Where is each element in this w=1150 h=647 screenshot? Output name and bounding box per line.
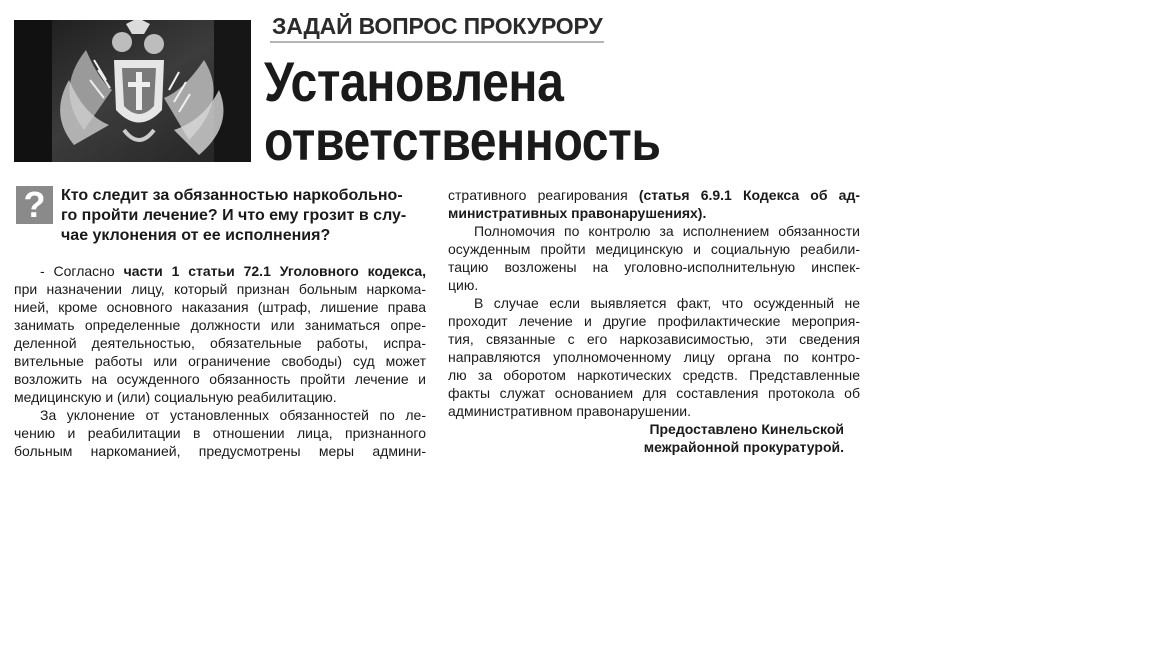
text-run: деленной деятельностью, обязательные работы, испра-	[14, 335, 426, 351]
text-run: - Согласно	[40, 263, 124, 279]
text-line	[14, 370, 426, 388]
question-mark-icon: ?	[16, 186, 53, 224]
text-line	[448, 294, 860, 312]
text-run: тацию возложены на уголовно-исполнительную инспек-	[448, 259, 860, 275]
text-line	[448, 240, 860, 258]
text-line	[448, 258, 860, 276]
question-line: чае уклонения от ее исполнения?	[61, 227, 331, 244]
rubric-title: ЗАДАЙ ВОПРОС ПРОКУРОРУ	[270, 12, 604, 43]
source-credit: Предоставлено Кинельской	[649, 421, 844, 437]
text-line	[448, 204, 860, 222]
text-line	[14, 406, 426, 424]
text-run: лю за оборотом наркотических средств. Представленные	[448, 367, 860, 383]
text-line	[448, 402, 860, 420]
emblem-photo	[14, 20, 251, 162]
text-run: чению и реабилитации в отношении лица, признанного	[14, 425, 426, 441]
text-run: проходит лечение и другие профилактические мероприя-	[448, 313, 860, 329]
text-run: занимать определенные должности или заниматься опре-	[14, 317, 426, 333]
text-line	[14, 424, 426, 442]
text-run: возложить на осужденного обязанность пройти лечение и	[14, 371, 426, 387]
text-run: нией, кроме основного наказания (штраф, лишение права	[14, 299, 426, 315]
text-line	[448, 366, 860, 384]
answer-column-right	[448, 186, 860, 456]
headline	[264, 52, 677, 170]
text-line	[14, 316, 426, 334]
text-line	[448, 348, 860, 366]
text-run: Полномочия по контролю за исполнением обязанности	[474, 223, 860, 239]
answer-column-left	[14, 262, 426, 460]
text-line	[14, 388, 426, 406]
text-line	[14, 262, 426, 280]
reader-question	[61, 186, 426, 246]
bold-reference: (статья 6.9.1 Кодекса об ад-	[638, 187, 860, 203]
text-line	[448, 384, 860, 402]
text-run: В случае если выявляется факт, что осужденный не	[474, 295, 860, 311]
bold-reference: министративных правонарушениях).	[448, 205, 707, 221]
text-run: стративного реагирования	[448, 187, 639, 203]
text-run: административном правонарушении.	[448, 403, 691, 419]
text-run: медицинскую и (или) социальную реабилитацию.	[14, 389, 337, 405]
headline-line-1: Установлена	[264, 50, 564, 113]
text-line	[448, 330, 860, 348]
source-credit: межрайонной прокуратурой.	[643, 439, 844, 455]
text-line	[14, 442, 426, 460]
text-line	[14, 352, 426, 370]
text-run: вительные работы или ограничение свободы) суд может	[14, 353, 426, 369]
text-line	[14, 334, 426, 352]
text-run: направляются уполномоченному лицу органа по контро-	[448, 349, 860, 365]
text-run: осужденным пройти медицинскую и социальную реабили-	[448, 241, 860, 257]
text-line	[448, 276, 860, 294]
headline-line-2: ответственность	[264, 109, 661, 172]
text-line	[448, 312, 860, 330]
question-line: Кто следит за обязанностью наркобольно-	[61, 187, 403, 204]
text-line	[14, 298, 426, 316]
text-run: факты служат основанием для составления протокола об	[448, 385, 860, 401]
text-run: За уклонение от установленных обязанностей по ле-	[40, 407, 426, 423]
question-line: го пройти лечение? И что ему грозит в слу-	[61, 207, 407, 224]
text-run: при назначении лицу, который признан больным наркома-	[14, 281, 426, 297]
text-run: больным наркоманией, предусмотрены меры админи-	[14, 443, 426, 459]
bold-reference: части 1 статьи 72.1 Уголовного кодекса,	[123, 263, 426, 279]
text-run: тия, связанные с его наркозависимостью, эти сведения	[448, 331, 860, 347]
text-line	[448, 222, 860, 240]
text-run: цию.	[448, 277, 479, 293]
text-line	[14, 280, 426, 298]
text-line	[448, 186, 860, 204]
double-headed-eagle-emblem-icon	[14, 20, 251, 162]
